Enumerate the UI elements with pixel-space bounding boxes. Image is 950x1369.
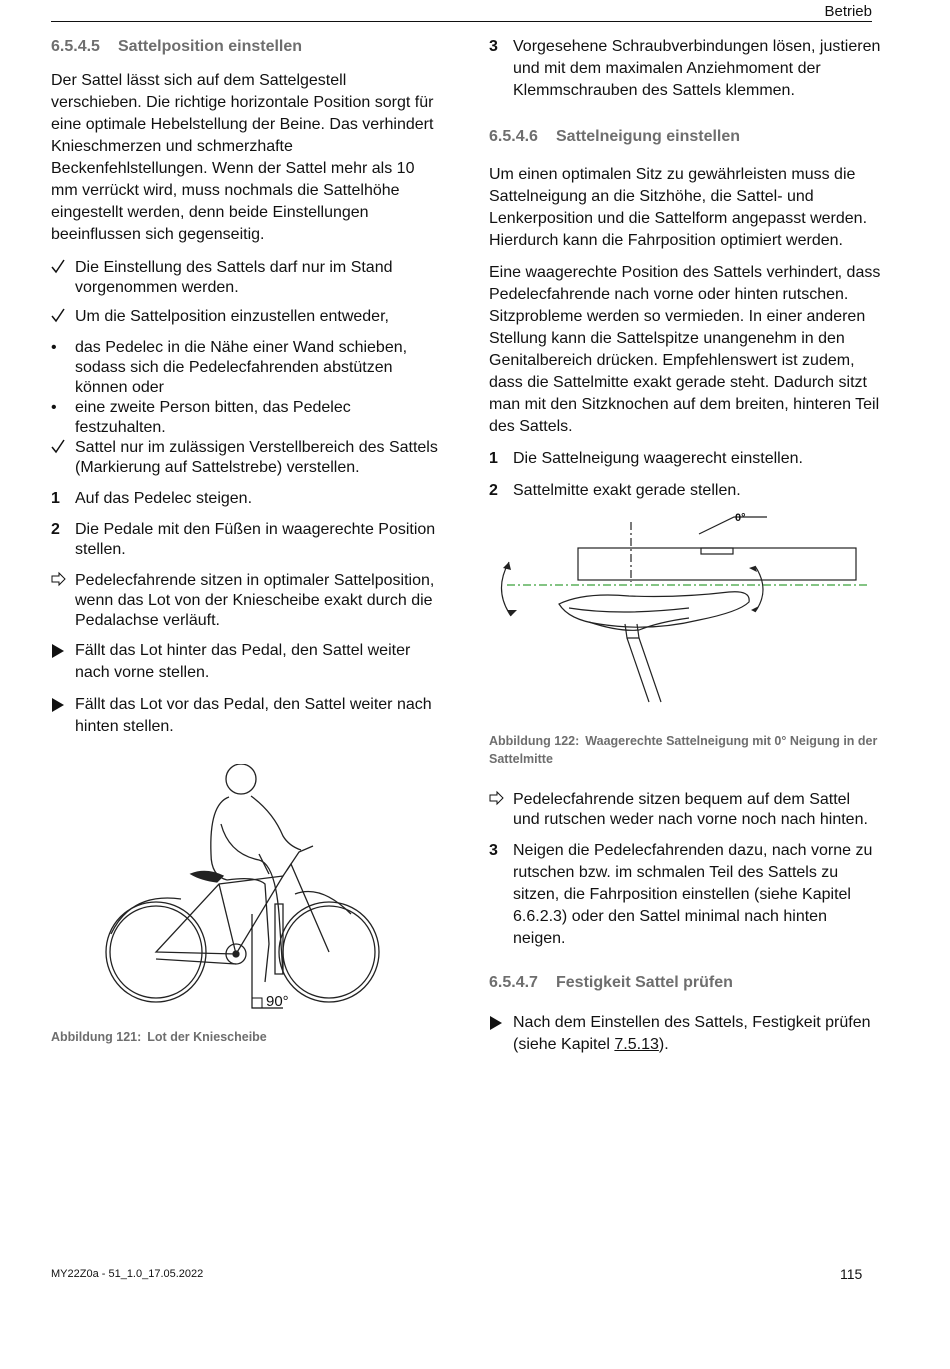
step-number: 3: [489, 38, 498, 55]
item-text: Pedelecfahrende sitzen in optimaler Sattelposition, wenn das Lot von der Kniescheibe exakt durch die Pedalachse verläuft.: [75, 572, 435, 629]
figure-caption: [51, 1028, 441, 1046]
heading-title: Sattelneigung einstellen: [556, 128, 741, 145]
figure-cyclist: [51, 764, 441, 1014]
caption-text: Waagerechte Sattelneigung mit 0° Neigung in der Sattelmitte: [489, 734, 878, 766]
action-item: [51, 640, 441, 684]
step-item: [489, 36, 881, 102]
heading-title: Festigkeit Sattel prüfen: [556, 974, 733, 991]
step-item: [51, 520, 441, 560]
section-heading-sattelposition: [51, 36, 441, 58]
caption-label: Abbildung 121:: [51, 1030, 142, 1044]
intro-paragraph: Der Sattel lässt sich auf dem Sattelgestell verschieben. Die richtige horizontale Position sorgt für eine optimale Hebelstellung der Beine. Das verhindert Knieschmerzen und schmerzhafte Beckenfehlstellungen. Wenn der Sattel mehr als 10 mm verrückt wird, muss nochmals die Sattelhöhe eingestellt werden, denn beide Einstellungen beeinflussen sich gegenseitig.: [51, 72, 434, 243]
step-number: 2: [51, 521, 60, 538]
action-item: [489, 1012, 881, 1056]
item-text: Fällt das Lot hinter das Pedal, den Sattel weiter nach vorne stellen.: [75, 642, 411, 681]
item-text: Auf das Pedelec steigen.: [75, 490, 253, 507]
bullet-icon: •: [51, 399, 57, 416]
figure-saddle: [489, 512, 881, 712]
heading-number: 6.5.4.7: [489, 974, 538, 991]
item-text: Pedelecfahrende sitzen bequem auf dem Sattel und rutschen weder nach vorne noch nach hinten.: [513, 791, 868, 828]
section-heading-sattelneigung: [489, 126, 881, 148]
step-number: 3: [489, 842, 498, 859]
left-column: [51, 36, 441, 1046]
footer-page-number: 115: [840, 1266, 863, 1282]
result-arrow-icon: [51, 571, 73, 587]
item-text: eine zweite Person bitten, das Pedelec festzuhalten.: [75, 399, 351, 436]
check-icon: [51, 258, 73, 274]
section-heading-festigkeit: [489, 972, 881, 994]
right-column: [489, 36, 881, 1065]
action-triangle-icon: [51, 694, 73, 716]
step-item: [489, 840, 881, 950]
step-item: [51, 489, 441, 509]
figure-caption: [489, 732, 881, 768]
step-item: [489, 448, 881, 470]
paragraph: Um einen optimalen Sitz zu gewährleisten muss die Sattelneigung an die Sitzhöhe, die Sattel- und Lenkerposition und die Sattelform angepasst werden. Hierdurch kann die Fahrposition optimiert werden.: [489, 166, 868, 249]
angle-label-90: 90°: [266, 993, 289, 1010]
result-item: [51, 571, 441, 631]
step-item: [489, 480, 881, 502]
step-number: 2: [489, 482, 498, 499]
page-header: [51, 0, 872, 22]
action-item: [51, 694, 441, 738]
item-text: das Pedelec in die Nähe einer Wand schieben, sodass sich die Pedelecfahrenden abstützen können oder: [75, 339, 408, 396]
check-icon: [51, 307, 73, 323]
item-text: Sattel nur im zulässigen Verstellbereich des Sattels (Markierung auf Sattelstrebe) verstellen.: [75, 439, 438, 476]
check-icon: [51, 438, 73, 454]
caption-text: Lot der Kniescheibe: [147, 1030, 267, 1044]
bullet-item: [51, 338, 441, 398]
caption-label: Abbildung 122:: [489, 734, 580, 748]
heading-number: 6.5.4.5: [51, 38, 100, 55]
bullet-icon: •: [51, 339, 57, 356]
step-number: 1: [489, 450, 498, 467]
chapter-link[interactable]: 7.5.13: [614, 1036, 659, 1053]
cyclist-illustration: [51, 764, 441, 1014]
heading-number: 6.5.4.6: [489, 128, 538, 145]
item-text: Um die Sattelposition einzustellen entweder,: [75, 308, 389, 325]
result-arrow-icon: [489, 790, 511, 806]
item-text: Die Einstellung des Sattels darf nur im Stand vorgenommen werden.: [75, 259, 393, 296]
saddle-illustration: [489, 512, 881, 712]
item-text: Sattelmitte exakt gerade stellen.: [513, 482, 741, 499]
check-item: [51, 307, 441, 327]
heading-title: Sattelposition einstellen: [118, 38, 303, 55]
check-item: [51, 438, 441, 478]
step-number: 1: [51, 490, 60, 507]
item-text: Neigen die Pedelecfahrenden dazu, nach vorne zu rutschen bzw. im schmalen Teil des Sattels zu sitzen, die Fahrposition einstellen (siehe Kapitel 6.6.2.3) oder den Sattel minimal nach hinten neigen.: [513, 842, 873, 947]
result-item: [489, 790, 881, 830]
bullet-item: [51, 398, 441, 438]
item-text: Nach dem Einstellen des Sattels, Festigkeit prüfen (siehe Kapitel 7.5.13).: [513, 1014, 871, 1053]
action-triangle-icon: [51, 640, 73, 662]
item-text: Fällt das Lot vor das Pedal, den Sattel weiter nach hinten stellen.: [75, 696, 432, 735]
item-text: Vorgesehene Schraubverbindungen lösen, justieren und mit dem maximalen Anziehmoment der Klemmschrauben des Sattels klemmen.: [513, 38, 881, 99]
check-item: [51, 258, 441, 298]
footer-doc-id: MY22Z0a - 51_1.0_17.05.2022: [51, 1268, 204, 1280]
angle-label-0: 0°: [735, 512, 746, 524]
action-triangle-icon: [489, 1012, 511, 1034]
item-text: Die Sattelneigung waagerecht einstellen.: [513, 450, 803, 467]
item-text: Die Pedale mit den Füßen in waagerechte Position stellen.: [75, 521, 436, 558]
header-section-title: Betrieb: [824, 3, 872, 20]
paragraph: Eine waagerechte Position des Sattels verhindert, dass Pedelecfahrende nach vorne oder hinten rutschen. Sitzprobleme werden so vermieden. In einer anderen Stellung kann die Sattelspitze unangenehm in den Genitalbereich drücken. Empfehlenswert ist zudem, dass die Sattelmitte exakt gerade steht. Dadurch sitzt man mit den Sitzknochen auf dem breiten, hinteren Teil des Sattels.: [489, 264, 881, 435]
